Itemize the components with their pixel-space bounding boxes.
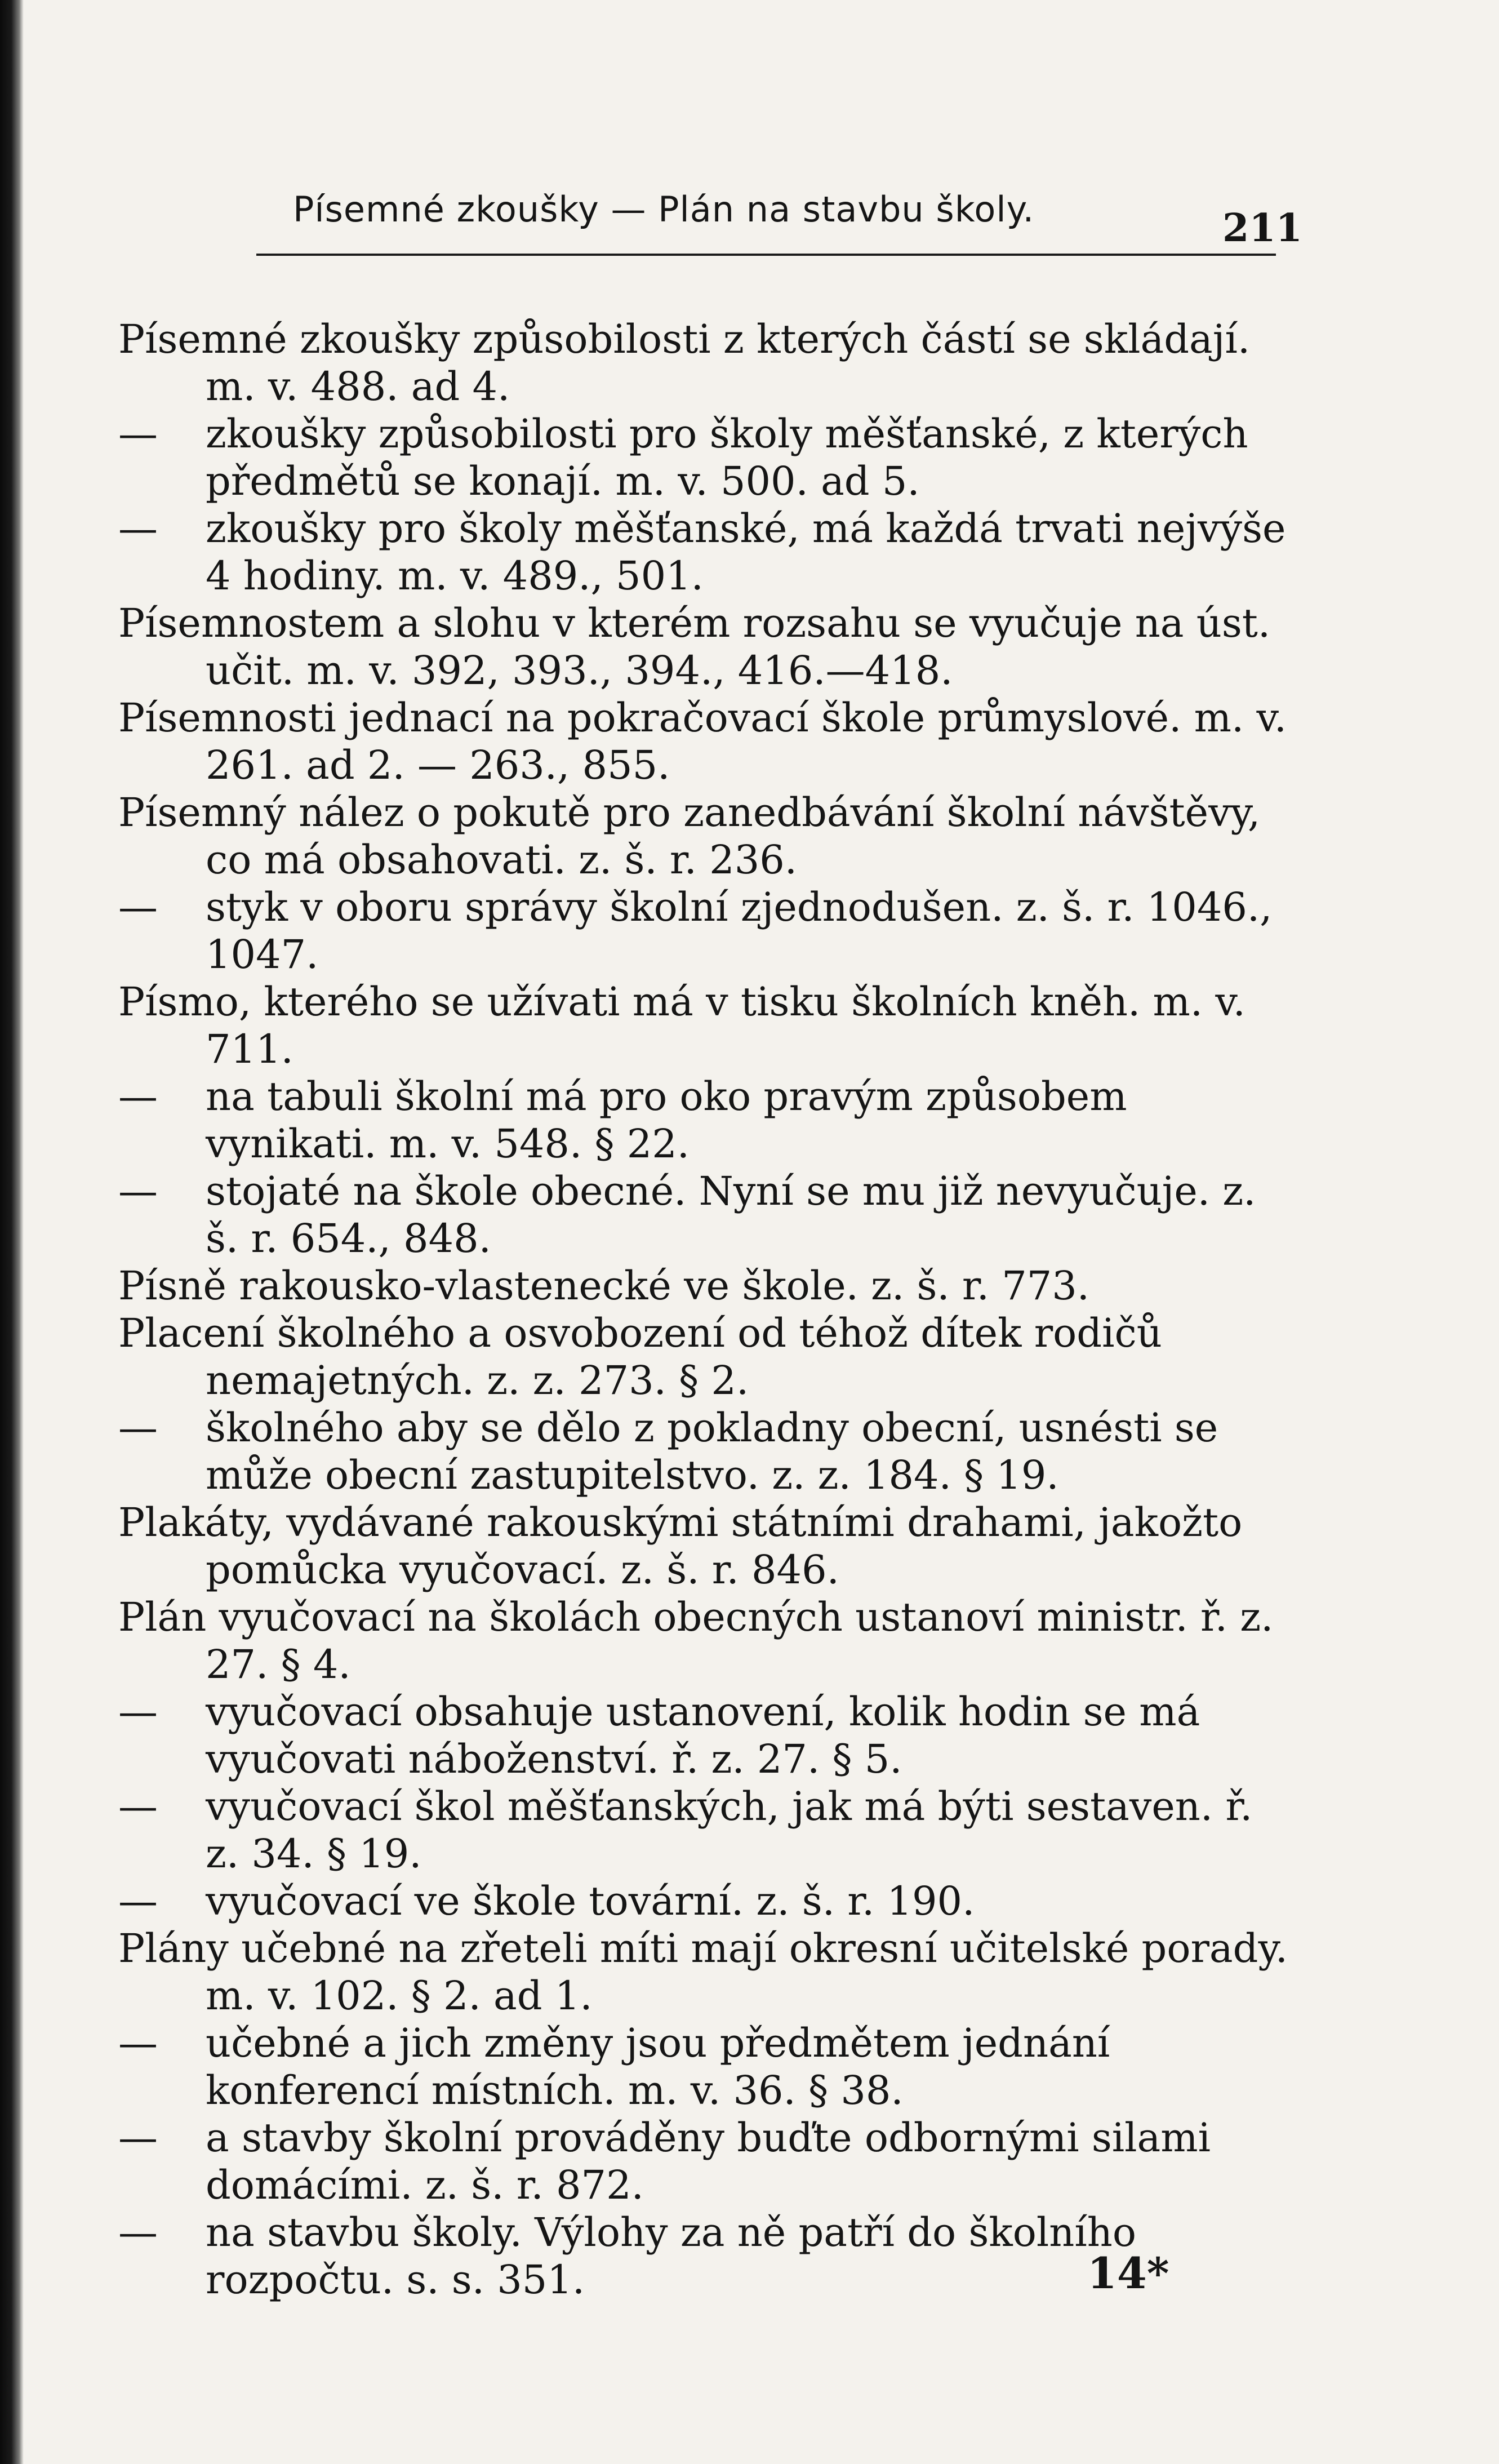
index-subentry: — stojaté na škole obecné. Nyní se mu již nevyučuje. z. š. r. 654., 848. [118, 1168, 1256, 1262]
index-subentry: — zkoušky pro školy měšťanské, má každá trvati nejvýše 4 hodiny. m. v. 489., 501. [118, 505, 1286, 599]
header-rule [256, 254, 1276, 256]
entry-text: Plakáty, vydávané rakouskými státními drahami, jakožto pomůcka vyučovací. z. š. r. 846. [118, 1499, 1243, 1593]
entry-text: Plány učebné na zřeteli míti mají okresní učitelské porady. m. v. 102. § 2. ad 1. [118, 1925, 1288, 2019]
index-entry [118, 789, 1296, 884]
index-entry [118, 600, 1296, 694]
entry-text: Písně rakousko-vlastenecké ve škole. z. š. r. 773. [118, 1263, 1090, 1309]
running-head: Písemné zkoušky — Plán na stavbu školy. [293, 189, 1035, 230]
entry-text: stojaté na škole obecné. Nyní se mu již nevyučuje. z. š. r. 654., 848. [206, 1168, 1256, 1262]
entry-text: Písemné zkoušky způsobilosti z kterých částí se skládají. m. v. 488. ad 4. [118, 316, 1251, 410]
entry-text: vyučovací škol měšťanských, jak má býti sestaven. ř. z. 34. § 19. [206, 1783, 1253, 1877]
index-entry [118, 1262, 1296, 1309]
signature-mark: 14* [1087, 2248, 1169, 2298]
entry-text: školného aby se dělo z pokladny obecní, usnésti se může obecní zastupitelstvo. z. z. 184. § 19. [206, 1405, 1218, 1498]
entry-text: styk v oboru správy školní zjednodušen. z. š. r. 1046., 1047. [206, 884, 1273, 978]
index-subentry: — učebné a jich změny jsou předmětem jednání konferencí místních. m. v. 36. § 38. [118, 2020, 1110, 2114]
entry-text: vyučovací ve škole tovární. z. š. r. 190. [206, 1878, 975, 1924]
index-entry [118, 1309, 1296, 1404]
index-entry [118, 1925, 1296, 2019]
index-subentry: — školného aby se dělo z pokladny obecní, usnésti se může obecní zastupitelstvo. z. z. 184. § 19. [118, 1405, 1218, 1498]
entry-text: Placení školného a osvobození od téhož dítek rodičů nemajetných. z. z. 273. § 2. [118, 1310, 1162, 1404]
index-subentry: — vyučovací obsahuje ustanovení, kolik hodin se má vyučovati náboženství. ř. z. 27. § 5. [118, 1689, 1200, 1782]
index-subentry: — zkoušky způsobilosti pro školy měšťanské, z kterých předmětů se konají. m. v. 500. ad 5. [118, 411, 1248, 504]
entry-text: zkoušky způsobilosti pro školy měšťanské, z kterých předmětů se konají. m. v. 500. ad 5. [206, 411, 1248, 504]
index-entries [118, 316, 1296, 2303]
entry-text: zkoušky pro školy měšťanské, má každá trvati nejvýše 4 hodiny. m. v. 489., 501. [206, 505, 1286, 599]
entry-text: Písemnosti jednací na pokračovací škole průmyslové. m. v. 261. ad 2. — 263., 855. [118, 695, 1287, 788]
index-subentry: — na tabuli školní má pro oko pravým způsobem vynikati. m. v. 548. § 22. [118, 1073, 1127, 1167]
index-subentry: — a stavby školní prováděny buďte odbornými silami domácími. z. š. r. 872. [118, 2115, 1211, 2208]
entry-text: na tabuli školní má pro oko pravým způsobem vynikati. m. v. 548. § 22. [206, 1073, 1127, 1167]
entry-text: Písemnostem a slohu v kterém rozsahu se vyučuje na úst. učit. m. v. 392, 393., 394., 416.—418. [118, 600, 1271, 694]
index-subentry: — styk v oboru správy školní zjednodušen. z. š. r. 1046., 1047. [118, 884, 1273, 978]
entry-text: Písemný nález o pokutě pro zanedbávání školní návštěvy, co má obsahovati. z. š. r. 236. [118, 789, 1261, 883]
entry-text: učebné a jich změny jsou předmětem jednání konferencí místních. m. v. 36. § 38. [206, 2020, 1110, 2114]
index-subentry: — vyučovací škol měšťanských, jak má býti sestaven. ř. z. 34. § 19. [118, 1783, 1253, 1877]
index-subentry: — na stavbu školy. Výlohy za ně patří do školního rozpočtu. s. s. 351. [118, 2209, 1137, 2303]
index-entry [118, 1593, 1296, 1688]
entry-text: na stavbu školy. Výlohy za ně patří do školního rozpočtu. s. s. 351. [206, 2209, 1137, 2303]
index-entry [118, 1499, 1296, 1593]
index-entry [118, 316, 1296, 410]
entry-text: vyučovací obsahuje ustanovení, kolik hodin se má vyučovati náboženství. ř. z. 27. § 5. [206, 1689, 1200, 1782]
index-entry [118, 694, 1296, 789]
entry-text: Plán vyučovací na školách obecných ustanoví ministr. ř. z. 27. § 4. [118, 1594, 1274, 1688]
page-number: 211 [1222, 206, 1302, 251]
index-entry [118, 978, 1296, 1073]
entry-text: a stavby školní prováděny buďte odbornými silami domácími. z. š. r. 872. [206, 2115, 1211, 2208]
index-subentry: — vyučovací ve škole tovární. z. š. r. 190. [118, 1878, 975, 1924]
entry-text: Písmo, kterého se užívati má v tisku školních kněh. m. v. 711. [118, 979, 1246, 1072]
